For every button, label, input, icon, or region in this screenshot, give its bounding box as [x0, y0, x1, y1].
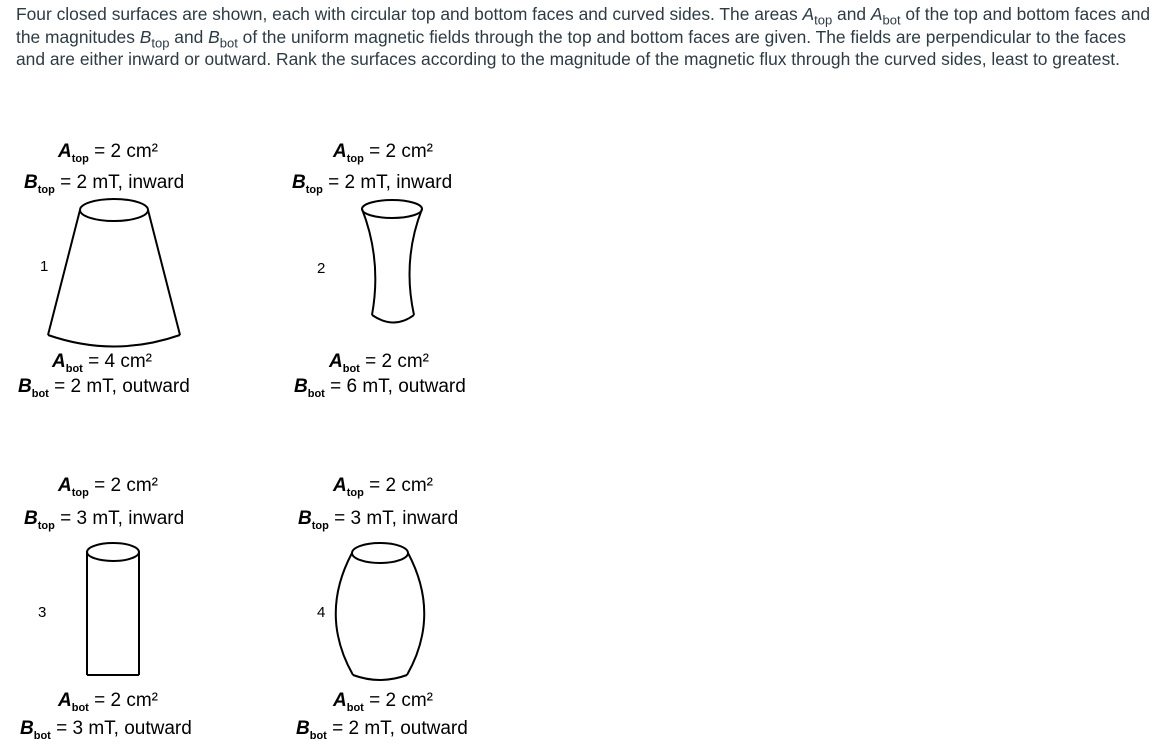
a-bot-var: A: [870, 4, 883, 24]
surface-4-number: 4: [317, 604, 326, 621]
question-and1: and: [832, 4, 871, 24]
surface-3-bot-field: $B_{bot} = 3$ mT, outward: [20, 718, 192, 742]
surface-4-bot-field: $B_{bot} = 2$ mT, outward: [296, 718, 468, 742]
surface-3-cylinder: [70, 535, 160, 685]
surface-3-bot-area: $A_{bot} = 2$ cm²: [58, 690, 158, 714]
surface-3-number: 3: [38, 604, 47, 621]
surface-3-top-field: $B_{top} = 3$ mT, inward: [24, 508, 185, 532]
b-top-sub: top: [151, 34, 170, 50]
b-bot-sub: bot: [219, 34, 238, 50]
surface-2-bot-area: $A_{bot} = 2$ cm²: [329, 351, 429, 375]
surface-1-top-field: $B_{top} = 2$ mT, inward: [24, 172, 185, 196]
surface-2-hourglass: [340, 190, 450, 350]
surface-2-top-field: $B_{top} = 2$ mT, inward: [292, 172, 453, 196]
question-and2: and: [169, 26, 209, 47]
a-bot-sub: bot: [882, 12, 901, 28]
surface-3-top-area: $A_{top} = 2$ cm²: [58, 475, 158, 499]
surface-1-top-area: $A_{top} = 2$ cm²: [58, 141, 158, 165]
surface-2-top-area: $A_{top} = 2$ cm²: [333, 141, 433, 165]
question-part1: Four closed surfaces are shown, each with circular top and bottom faces and curved sides. The areas: [16, 4, 803, 24]
a-top-sub: top: [814, 12, 833, 28]
surface-1-truncated-cone: [40, 190, 190, 350]
surface-4-top-area: $A_{top} = 2$ cm²: [333, 475, 433, 499]
surface-1-number: 1: [40, 258, 49, 275]
b-bot-var: B: [208, 26, 220, 47]
question-text: [16, 3, 1156, 71]
question-part2: of the top and bottom faces and the magnitudes: [16, 4, 1151, 47]
surface-4-bot-area: $A_{bot} = 2$ cm²: [333, 690, 433, 714]
surface-2-bot-field: $B_{bot} = 6$ mT, outward: [294, 376, 466, 400]
surface-1-bot-field: $B_{bot} = 2$ mT, outward: [18, 376, 190, 400]
surface-2-number: 2: [317, 260, 326, 277]
a-top-var: A: [802, 4, 815, 24]
question-part3: of the uniform magnetic fields through the top and bottom faces are given. The fields are perpendicular to the faces and are either inward or outward. Rank the surfaces according to the magnitude of the magnetic flux through the curved sides, least to greatest.: [16, 26, 1126, 69]
surface-4-top-field: $B_{top} = 3$ mT, inward: [298, 508, 459, 532]
b-top-var: B: [139, 26, 152, 47]
surface-1-bot-area: $A_{bot} = 4$ cm²: [52, 351, 152, 375]
surface-4-barrel: [325, 535, 435, 685]
